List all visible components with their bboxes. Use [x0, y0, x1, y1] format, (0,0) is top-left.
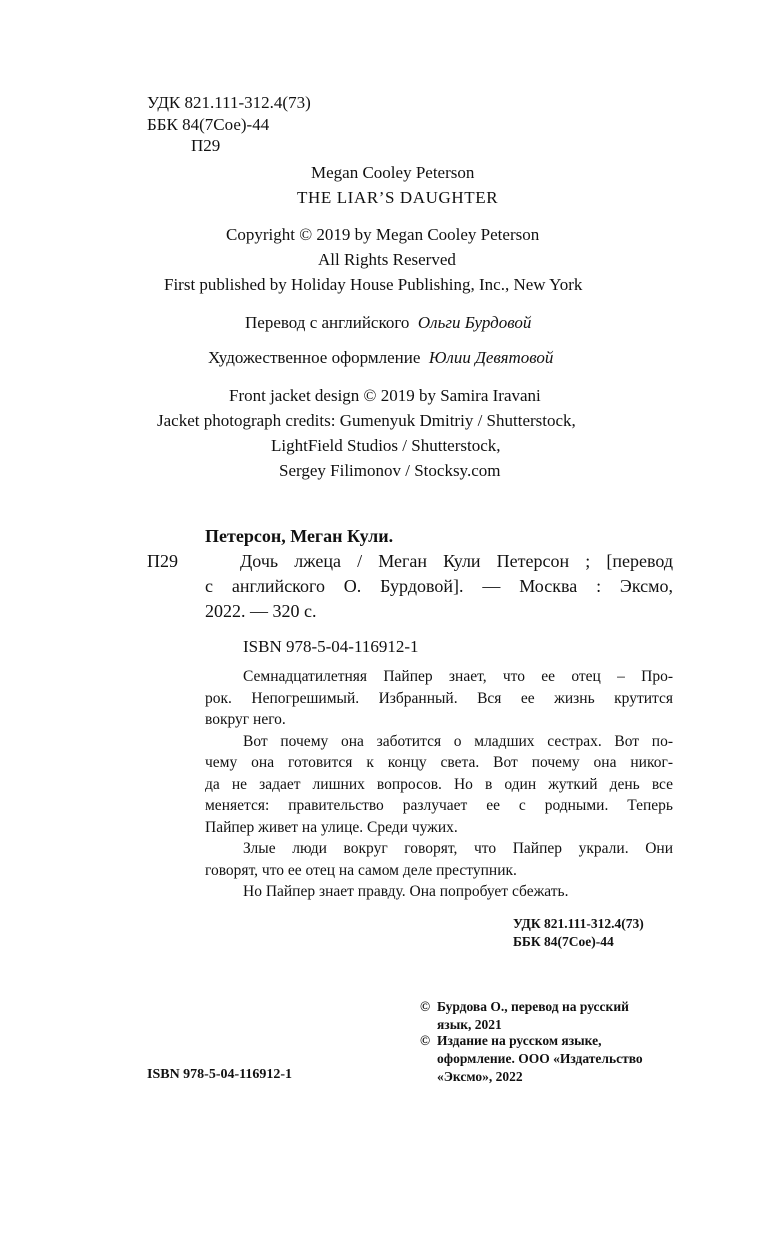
catalog-sign: П29: [147, 551, 178, 571]
annotation-line: да не задает лишних вопросов. Но в один жуткий день все: [205, 775, 673, 793]
copyright-edition-line: Издание на русском языке,: [437, 1033, 602, 1048]
annotation-line: вокруг него.: [205, 711, 286, 728]
designer-name: Юлии Девятовой: [428, 348, 554, 367]
author-sign: П29: [191, 136, 221, 155]
copyright-line: Copyright © 2019 by Megan Cooley Peterson: [226, 225, 540, 244]
annotation-line: Но Пайпер знает правду. Она попробует сбежать.: [243, 883, 569, 900]
catalog-entry-line: с английского О. Бурдовой]. — Москва : Эксмо,: [205, 576, 673, 596]
original-title: THE LIAR’S DAUGHTER: [297, 188, 499, 207]
annotation-line: Вот почему она заботится о младших сестрах. Вот по-: [243, 732, 673, 750]
copyright-translation-line: Бурдова О., перевод на русский: [437, 999, 629, 1014]
bottom-udk-code: УДК 821.111-312.4(73): [513, 916, 644, 931]
jacket-credit-line: Jacket photograph credits: Gumenyuk Dmitriy / Shutterstock,: [157, 411, 576, 430]
copyright-translation-line: язык, 2021: [437, 1017, 502, 1032]
annotation-line: чему она готовится к концу света. Вот почему она никог-: [205, 754, 673, 771]
designer-line: [208, 348, 553, 368]
catalog-heading: Петерсон, Меган Кули.: [205, 526, 394, 546]
catalog-entry-line: Дочь лжеца / Меган Кули Петерсон ; [перевод: [240, 551, 673, 571]
footer-isbn: ISBN 978-5-04-116912-1: [147, 1067, 293, 1082]
annotation-line: Пайпер живет на улице. Среди чужих.: [205, 818, 458, 836]
bottom-bbk-code: ББК 84(7Сое)-44: [513, 934, 614, 949]
translation-label: Перевод с английского: [245, 313, 410, 332]
design-label: Художественное оформление: [208, 348, 421, 367]
copyright-symbol: ©: [420, 1033, 431, 1048]
copyright-symbol: ©: [420, 999, 431, 1014]
annotation-line: рок. Непогрешимый. Избранный. Вся ее жизнь крутится: [205, 689, 673, 707]
annotation-line: меняется: правительство разлучает ее с родными. Теперь: [205, 797, 673, 814]
catalog-isbn: ISBN 978-5-04-116912-1: [243, 637, 419, 656]
annotation-line: Злые люди вокруг говорят, что Пайпер украли. Они: [243, 840, 673, 857]
first-published-line: First published by Holiday House Publishing, Inc., New York: [164, 275, 583, 294]
rights-line: All Rights Reserved: [318, 250, 456, 269]
bbk-code: ББК 84(7Сое)-44: [147, 115, 270, 134]
copyright-edition-line: «Эксмо», 2022: [437, 1069, 523, 1084]
jacket-credit-line: Front jacket design © 2019 by Samira Iravani: [229, 386, 541, 405]
annotation: [205, 666, 673, 903]
translator-line: [245, 313, 531, 333]
original-author: Megan Cooley Peterson: [311, 163, 475, 182]
copyright-edition-line: оформление. ООО «Издательство: [437, 1051, 643, 1066]
translator-name: Ольги Бурдовой: [417, 313, 532, 332]
catalog-entry-line: 2022. — 320 с.: [205, 601, 317, 621]
annotation-line: говорят, что ее отец на самом деле преступник.: [205, 861, 517, 879]
jacket-credit-line: LightField Studios / Shutterstock,: [271, 436, 501, 455]
udk-code: УДК 821.111-312.4(73): [147, 93, 311, 112]
annotation-line: Семнадцатилетняя Пайпер знает, что ее отец – Про-: [243, 668, 673, 685]
jacket-credit-line: Sergey Filimonov / Stocksy.com: [279, 461, 501, 480]
